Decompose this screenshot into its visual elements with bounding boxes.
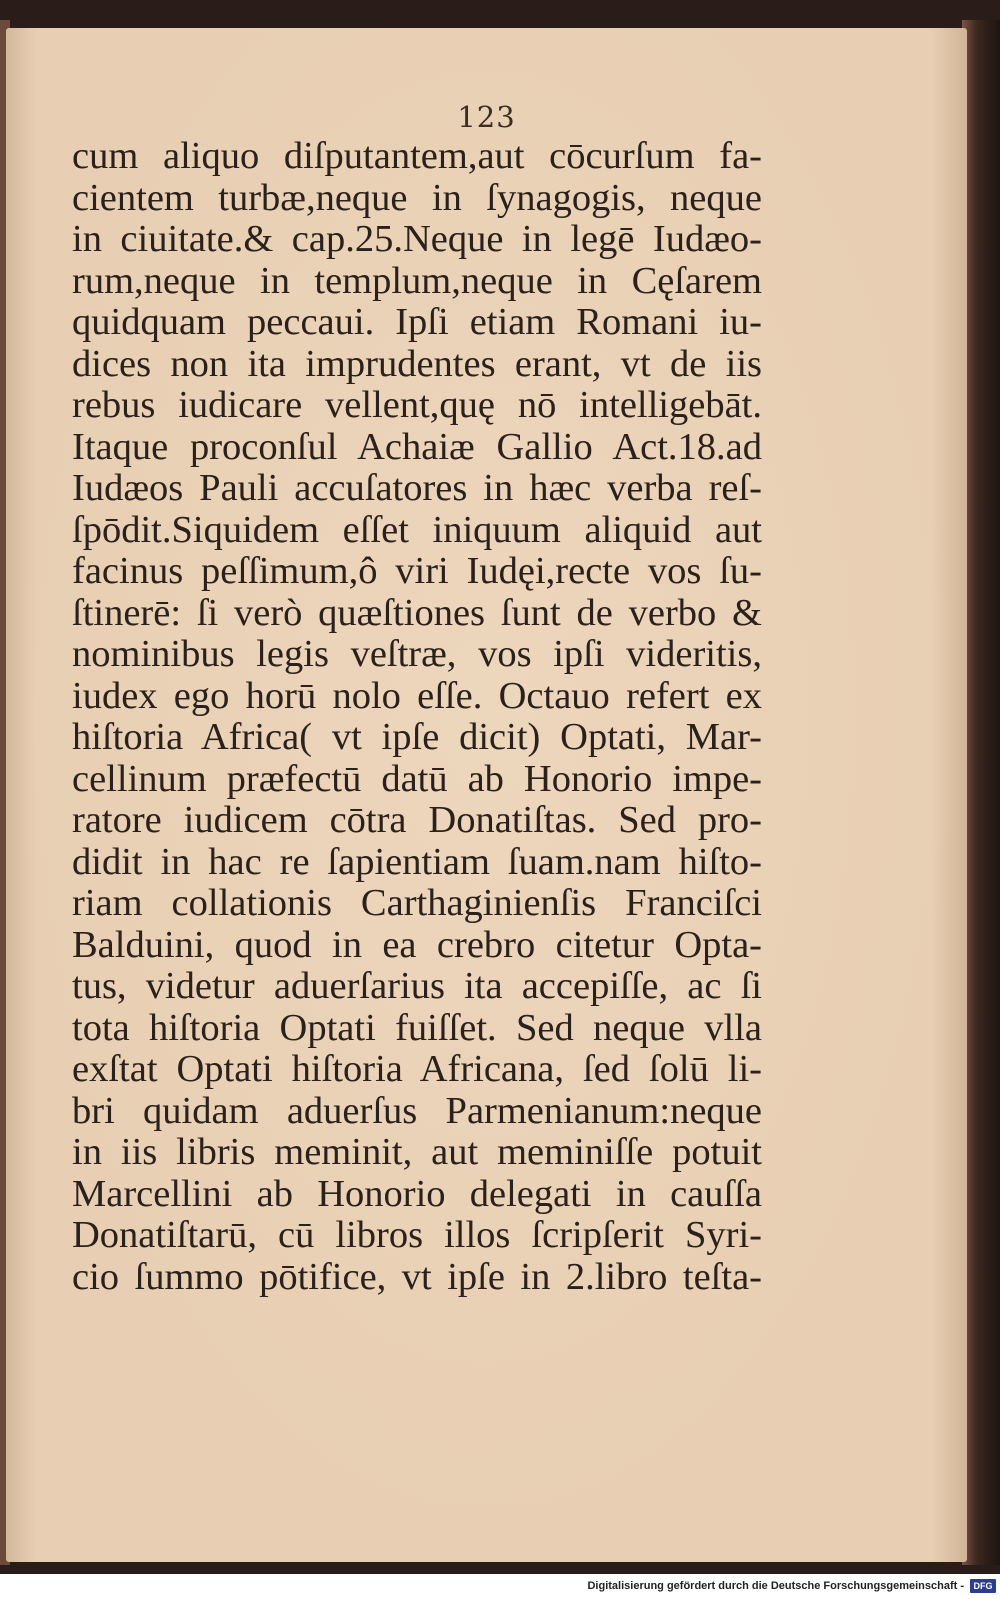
text-line: in ciuitate.& cap.25.Neque in legē Iudæo-: [72, 218, 762, 260]
text-line: ſtinerē: ſi verò quæſtiones ſunt de verbo &: [72, 591, 762, 634]
text-line: exſtat Optati hiſtoria Africana, ſed ſolū li-: [72, 1048, 762, 1090]
text-line: cientem turbæ,neque in ſynagogis, neque: [72, 176, 762, 219]
text-line: hiſtoria Africa( vt ipſe dicit) Optati, Mar-: [72, 716, 762, 758]
text-line: didit in hac re ſapientiam ſuam.nam hiſto-: [72, 840, 762, 883]
text-line: ſpōdit.Siquidem eſſet iniquum aliquid aut: [72, 508, 762, 551]
book-right-edge: [962, 20, 1000, 1565]
text-line: Balduini, quod in ea crebro citetur Opta-: [72, 923, 762, 966]
dfg-logo: DFG: [970, 1579, 996, 1593]
text-line: tota hiſtoria Optati fuiſſet. Sed neque vlla: [72, 1006, 762, 1049]
footer-credit: Digitalisierung gefördert durch die Deutsche Forschungsgemeinschaft -: [587, 1580, 964, 1592]
text-line: tus, videtur aduerſarius ita accepiſſe, ac ſi: [72, 965, 762, 1007]
book-page: [6, 28, 967, 1562]
text-line: bri quidam aduerſus Parmenianum:neque: [72, 1089, 762, 1132]
text-line: cio ſummo pōtifice, vt ipſe in 2.libro teſta-: [72, 1255, 762, 1298]
page-text: [72, 136, 762, 1298]
text-line: cum aliquo diſputantem,aut cōcurſum fa-: [72, 135, 762, 177]
text-line: Marcellini ab Honorio delegati in cauſſa: [72, 1172, 762, 1215]
text-line: Iudæos Pauli accuſatores in hæc verba reſ-: [72, 467, 762, 509]
text-line: quidquam peccaui. Ipſi etiam Romani iu-: [72, 301, 762, 343]
text-line: in iis libris meminit, aut meminiſſe potuit: [72, 1131, 762, 1173]
text-line: cellinum præfectū datū ab Honorio impe-: [72, 757, 762, 800]
page-number: 123: [457, 100, 516, 134]
text-line: ratore iudicem cōtra Donatiſtas. Sed pro-: [72, 799, 762, 841]
text-line: dices non ita imprudentes erant, vt de iis: [72, 342, 762, 385]
text-line: Donatiſtarū, cū libros illos ſcripſerit Syri-: [72, 1214, 762, 1256]
text-line: nominibus legis veſtræ, vos ipſi videritis,: [72, 633, 762, 675]
text-line: rebus iudicare vellent,quę nō intelligebāt.: [72, 384, 762, 426]
text-line: iudex ego horū nolo eſſe. Octauo refert ex: [72, 674, 762, 717]
text-line: Itaque proconſul Achaiæ Gallio Act.18.ad: [72, 425, 762, 468]
text-line: riam collationis Carthaginienſis Franciſci: [72, 882, 762, 924]
footer-bar: [0, 1574, 1000, 1599]
text-line: facinus peſſimum,ô viri Iudęi,recte vos ſu-: [72, 550, 762, 592]
text-line: rum,neque in templum,neque in Cęſarem: [72, 259, 762, 302]
